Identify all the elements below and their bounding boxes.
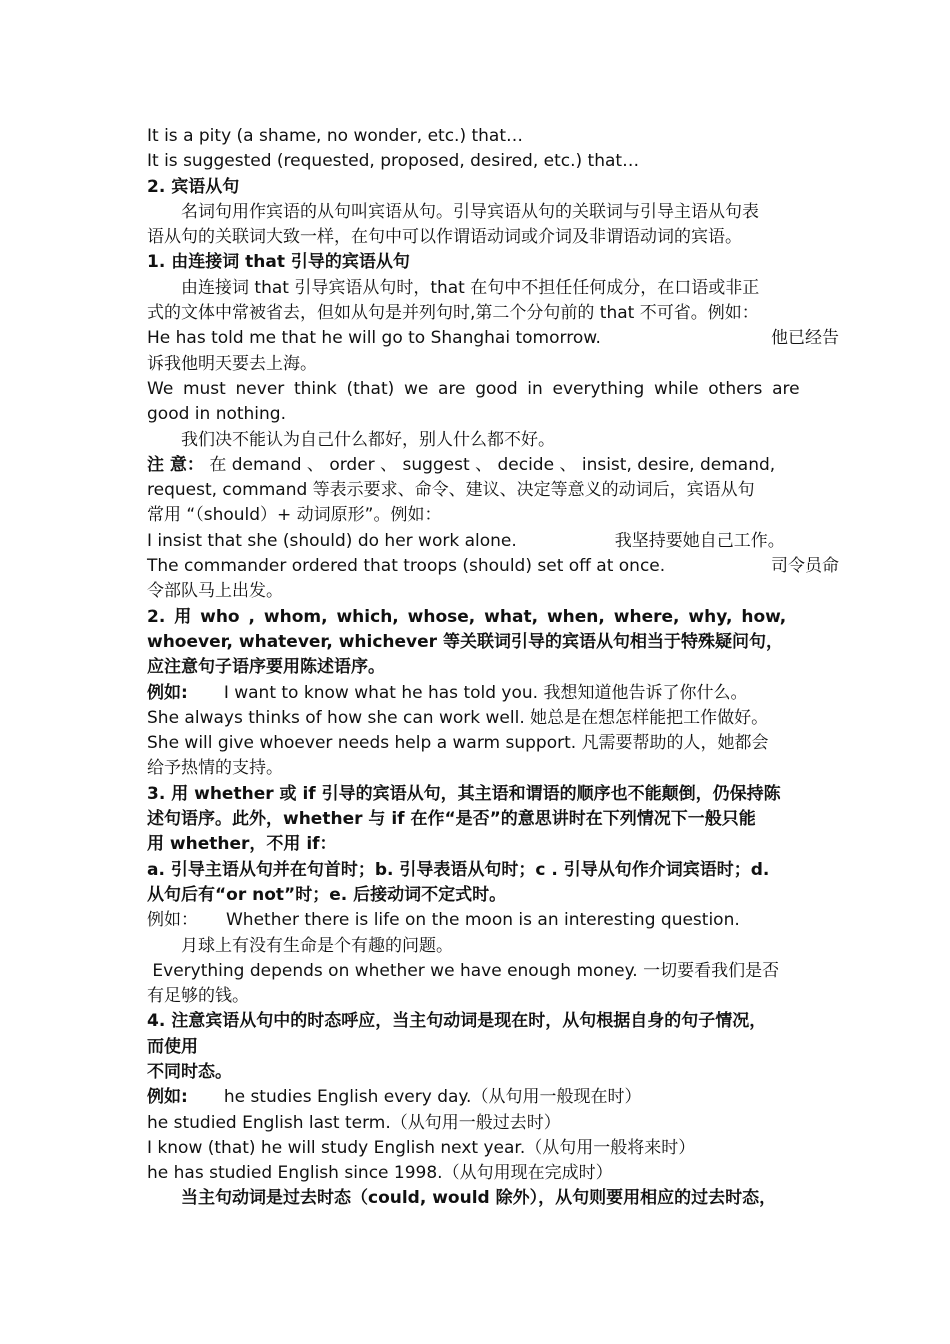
example-chinese: 司令员命 [771,556,839,577]
example-line: good in nothing. [147,404,286,425]
note-line: 常用 “（should）+ 动词原形”。例如： [147,505,442,526]
example-line: 给予热情的支持。 [147,758,283,779]
example-line [147,1085,839,1110]
example-line: Everything depends on whether we have enough money. 一切要看我们是否 [147,960,780,981]
subsection-heading: 1. 由连接词 that 引导的宾语从句 [147,252,410,273]
text-line: It is a pity (a shame, no wonder, etc.) that… [147,126,524,146]
subsection-heading: 述句语序。此外，whether 与 if 在作“是否”的意思讲时在下列情况下一般只能 [147,809,756,830]
subsection-heading: 4. 注意宾语从句中的时态呼应，当主句动词是现在时，从句根据自身的句子情况， [147,1011,767,1032]
example-chinese: 他已经告 [771,328,839,349]
example-line: She will give whoever needs help a warm support. 凡需要帮助的人，她都会 [147,733,769,754]
example-line [147,529,839,554]
subsection-heading: 而使用 [147,1036,198,1057]
subsection-heading: 不同时态。 [147,1061,232,1082]
example-chinese: 月球上有没有生命是个有趣的问题。 [181,935,453,956]
example-text: I want to know what he has told you. 我想知道他告诉了你什么。 [223,682,748,703]
example-english: He has told me that he will go to Shanghai tomorrow. [147,328,601,349]
paragraph-line: 语从句的关联词大致一样，在句中可以作谓语动词或介词及非谓语动词的宾语。 [147,227,742,248]
example-chinese: 我坚持要她自己工作。 [614,530,785,551]
example-chinese: 令部队马上出发。 [147,581,283,602]
example-chinese: 我们决不能认为自己什么都好，别人什么都不好。 [181,429,555,450]
example-chinese: 诉我他明天要去上海。 [147,353,317,374]
example-label: 例如： [147,910,198,931]
note-text: 在 demand 、 order 、 suggest 、 decide 、 insist, desire, demand, [209,454,776,475]
example-line [147,681,839,706]
example-label: 例如: [147,1087,188,1108]
example-line: We must never think (that) we are good in everything while others are [147,378,800,399]
example-line [147,908,839,933]
example-line [147,326,839,351]
example-text: he studies English every day.（从句用一般现在时） [223,1087,642,1108]
text-line: It is suggested (requested, proposed, desired, etc.) that… [147,151,640,172]
example-line [147,554,839,579]
example-english: I insist that she (should) do her work alone. [147,530,517,551]
example-line: he has studied English since 1998.（从句用现在完成时） [147,1163,613,1184]
subsection-heading: 从句后有“or not”时；e. 后接动词不定式时。 [147,884,507,905]
note-line: request, command 等表示要求、命令、建议、决定等意义的动词后，宾语从句 [147,480,755,501]
subsection-heading: 2. 用 who , whom, which, whose, what, when, where, why, how, [147,606,787,627]
subsection-heading: 当主句动词是过去时态（could, would 除外），从句则要用相应的过去时态， [181,1188,777,1209]
subsection-heading: 用 whether，不用 if： [147,834,337,855]
example-line: he studied English last term.（从句用一般过去时） [147,1112,561,1133]
paragraph-line: 由连接词 that 引导宾语从句时，that 在句中不担任任何成分，在口语或非正 [181,277,760,298]
subsection-heading: 应注意句子语序要用陈述语序。 [147,657,385,678]
section-heading: 2. 宾语从句 [147,176,240,197]
paragraph-line: 名词句用作宾语的从句叫宾语从句。引导宾语从句的关联词与引导主语从句表 [181,201,759,222]
document-page [147,124,839,1212]
subsection-heading: 3. 用 whether 或 if 引导的宾语从句，其主语和谓语的顺序也不能颠倒，仍保持陈 [147,783,781,804]
example-label: 例如: [147,682,188,703]
example-english: The commander ordered that troops (should) set off at once. [147,556,666,577]
example-line: 有足够的钱。 [147,986,249,1007]
example-line: She always thinks of how she can work well. 她总是在想怎样能把工作做好。 [147,707,769,728]
note-line [147,453,839,478]
example-text: Whether there is life on the moon is an interesting question. [226,910,740,931]
subsection-heading: whoever, whatever, whichever 等关联词引导的宾语从句相当于特殊疑问句， [147,631,783,652]
subsection-heading: a. 引导主语从句并在句首时；b. 引导表语从句时；c . 引导从句作介词宾语时；d. [147,859,770,880]
example-line: I know (that) he will study English next year.（从句用一般将来时） [147,1137,696,1158]
paragraph-line: 式的文体中常被省去，但如从句是并列句时,第二个分句前的 that 不可省。例如： [147,303,759,324]
note-label: 注 意： [147,454,204,475]
